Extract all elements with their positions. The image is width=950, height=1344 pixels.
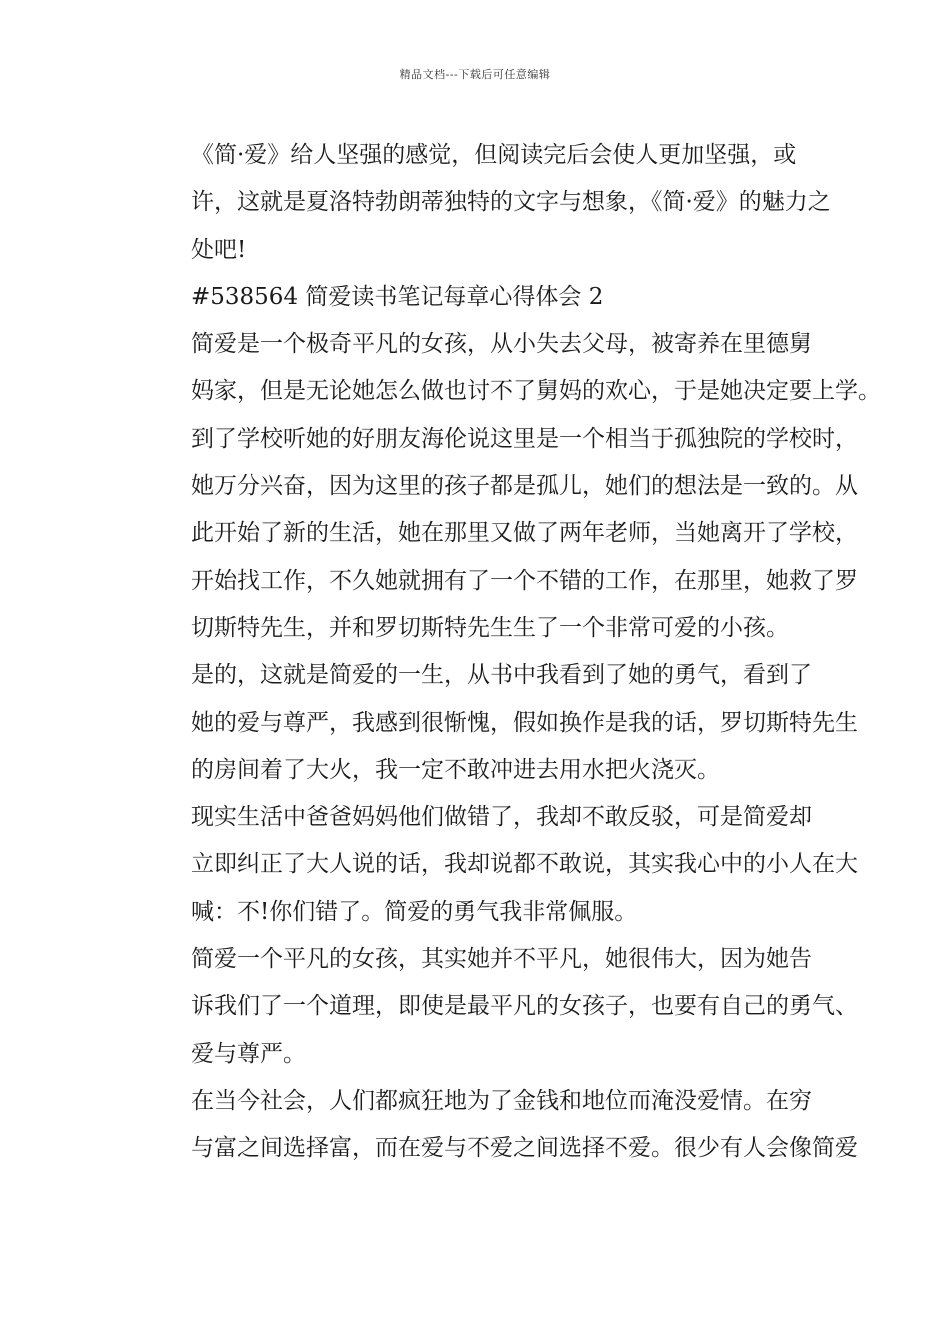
text-line: 诉我们了一个道理，即使是最平凡的女孩子，也要有自己的勇气、	[191, 993, 858, 1020]
paragraph-5	[145, 936, 858, 1078]
paragraph-2	[145, 321, 881, 652]
text-line: 简爱是一个极奇平凡的女孩，从小失去父母，被寄养在里德舅	[191, 331, 812, 358]
text-line: 切斯特先生，并和罗切斯特先生生了一个非常可爱的小孩。	[191, 614, 789, 641]
text-line: 爱与尊严。	[191, 1040, 306, 1067]
text-line: 简爱一个平凡的女孩，其实她并不平凡，她很伟大，因为她告	[191, 946, 812, 973]
paragraph-1	[145, 132, 831, 274]
paragraph-6	[145, 1078, 858, 1173]
text-line: 的房间着了大火，我一定不敢冲进去用水把火浇灭。	[191, 756, 720, 783]
text-line: 此开始了新的生活，她在那里又做了两年老师，当她离开了学校，	[191, 520, 858, 547]
text-line: 处吧!	[191, 236, 247, 263]
heading-text: #538564 简爱读书笔记每章心得体会 2	[191, 283, 604, 310]
text-line: 《简·爱》给人坚强的感觉，但阅读完后会使人更加坚强，或	[191, 142, 797, 168]
text-line: 是的，这就是简爱的一生，从书中我看到了她的勇气，看到了	[191, 662, 812, 689]
section-heading	[145, 274, 811, 321]
page-header: 精品文档---下载后可任意编辑	[399, 68, 551, 81]
text-line: 妈家，但是无论她怎么做也讨不了舅妈的欢心，于是她决定要上学。	[191, 378, 881, 405]
text-line: 喊：不!你们错了。简爱的勇气我非常佩服。	[191, 898, 638, 925]
text-line: 立即纠正了大人说的话，我却说都不敢说，其实我心中的小人在大	[191, 851, 858, 878]
text-line: 她的爱与尊严，我感到很惭愧，假如换作是我的话，罗切斯特先生	[191, 709, 858, 736]
text-line: 开始找工作，不久她就拥有了一个不错的工作，在那里，她救了罗	[191, 567, 858, 594]
text-line: 她万分兴奋，因为这里的孩子都是孤儿，她们的想法是一致的。从	[191, 473, 858, 500]
text-line: 到了学校听她的好朋友海伦说这里是一个相当于孤独院的学校时，	[191, 425, 858, 452]
document-body	[145, 132, 881, 1173]
paragraph-3	[145, 652, 858, 794]
text-line: 现实生活中爸爸妈妈他们做错了，我却不敢反驳，可是简爱却	[191, 804, 812, 831]
text-line: 许，这就是夏洛特勃朗蒂独特的文字与想象，《简·爱》的魅力之	[191, 189, 831, 216]
text-line: 与富之间选择富，而在爱与不爱之间选择不爱。很少有人会像简爱	[191, 1135, 858, 1162]
paragraph-4	[145, 794, 858, 936]
text-line: 在当今社会，人们都疯狂地为了金钱和地位而淹没爱情。在穷	[191, 1087, 812, 1114]
